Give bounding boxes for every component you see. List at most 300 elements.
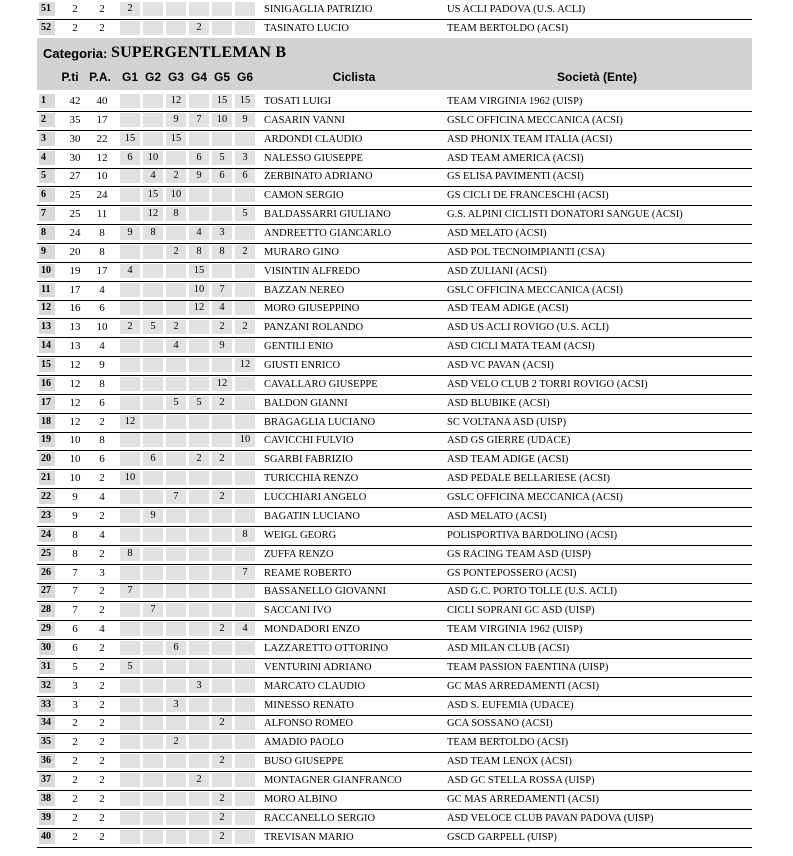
race-g1-cell <box>120 566 140 580</box>
rider-name-cell: BALDON GIANNI <box>264 397 348 409</box>
pa-cell: 6 <box>99 302 105 315</box>
race-g5-cell: 2 <box>212 452 232 466</box>
race-g3-cell: 2 <box>166 320 186 334</box>
race-g4-cell: 5 <box>189 396 209 410</box>
rider-name-cell: SGARBI FABRIZIO <box>264 454 353 466</box>
table-row <box>37 0 752 20</box>
rank-cell: 1 <box>39 94 55 108</box>
race-g1-cell <box>120 358 140 372</box>
rank-cell: 8 <box>39 226 55 240</box>
race-g2-cell <box>143 2 163 16</box>
race-g6-cell <box>235 547 255 561</box>
rider-name-cell: GENTILI ENIO <box>264 341 334 353</box>
team-cell: TEAM PASSION FAENTINA (UISP) <box>447 661 609 673</box>
rank-cell: 52 <box>39 21 55 35</box>
race-g1-cell <box>120 169 140 183</box>
team-cell: ASD TEAM ADIGE (ACSI) <box>447 454 569 466</box>
race-g5-cell <box>212 415 232 429</box>
race-g2-cell <box>143 754 163 768</box>
header-g6: G6 <box>236 70 253 84</box>
rank-cell: 19 <box>39 433 55 447</box>
race-g6-cell <box>235 226 255 240</box>
team-cell: CICLI SOPRANI GC ASD (UISP) <box>447 605 595 617</box>
race-g5-cell: 8 <box>212 245 232 259</box>
race-g4-cell: 9 <box>189 169 209 183</box>
points-cell: 13 <box>69 321 81 334</box>
race-g6-cell <box>235 792 255 806</box>
race-g2-cell <box>143 830 163 844</box>
race-g1-cell: 2 <box>120 2 140 16</box>
rank-cell: 15 <box>39 358 55 372</box>
race-g5-cell: 2 <box>212 716 232 730</box>
race-g4-cell: 6 <box>189 151 209 165</box>
pa-cell: 8 <box>99 227 105 240</box>
table-row <box>37 92 752 112</box>
points-cell: 8 <box>72 528 78 541</box>
rider-name-cell: BAZZAN NEREO <box>264 284 345 296</box>
race-g2-cell <box>143 679 163 693</box>
rank-cell: 38 <box>39 792 55 806</box>
race-g4-cell: 2 <box>189 452 209 466</box>
team-cell: ASD US ACLI ROVIGO (U.S. ACLI) <box>447 322 609 334</box>
rank-cell: 23 <box>39 509 55 523</box>
pa-cell: 6 <box>99 396 105 409</box>
race-g2-cell <box>143 641 163 655</box>
pa-cell: 2 <box>99 717 105 730</box>
table-row <box>37 601 752 621</box>
header-g1: G1 <box>121 70 138 84</box>
rank-cell: 24 <box>39 528 55 542</box>
race-g6-cell <box>235 811 255 825</box>
points-cell: 2 <box>72 755 78 768</box>
race-g2-cell <box>143 490 163 504</box>
race-g2-cell <box>143 735 163 749</box>
rank-cell: 36 <box>39 754 55 768</box>
team-cell: GSCD GARPELL (UISP) <box>447 831 557 843</box>
race-g1-cell: 2 <box>120 320 140 334</box>
team-cell: ASD PEDALE BELLARIESE (ACSI) <box>447 473 611 485</box>
race-g2-cell <box>143 264 163 278</box>
race-g5-cell <box>212 132 232 146</box>
race-g6-cell <box>235 754 255 768</box>
team-cell: ASD GC STELLA ROSSA (UISP) <box>447 774 595 786</box>
points-cell: 42 <box>69 95 81 107</box>
race-g5-cell <box>212 773 232 787</box>
race-g6-cell <box>235 452 255 466</box>
team-cell: GS ELISA PAVIMENTI (ACSI) <box>447 171 584 183</box>
team-cell: ASD MELATO (ACSI) <box>447 510 547 522</box>
rider-name-cell: MORO ALBINO <box>264 793 338 805</box>
team-cell: US ACLI PADOVA (U.S. ACLI) <box>447 4 586 15</box>
race-g5-cell <box>212 188 232 202</box>
pa-cell: 2 <box>99 830 105 843</box>
rank-cell: 29 <box>39 622 55 636</box>
pa-cell: 22 <box>96 132 108 145</box>
points-cell: 20 <box>69 245 81 258</box>
race-g5-cell <box>212 471 232 485</box>
race-g1-cell: 5 <box>120 660 140 674</box>
team-cell: ASD ZULIANI (ACSI) <box>447 265 547 277</box>
rider-name-cell: CAMON SERGIO <box>264 190 344 202</box>
header-g2: G2 <box>144 70 161 84</box>
rider-name-cell: MARCATO CLAUDIO <box>264 680 366 692</box>
race-g3-cell: 4 <box>166 339 186 353</box>
race-g2-cell: 8 <box>143 226 163 240</box>
pa-cell: 8 <box>99 377 105 390</box>
race-g2-cell <box>143 245 163 259</box>
rank-cell: 22 <box>39 490 55 504</box>
pa-cell: 2 <box>99 21 105 34</box>
race-g4-cell <box>189 509 209 523</box>
race-g2-cell <box>143 547 163 561</box>
rider-name-cell: REAME ROBERTO <box>264 567 352 579</box>
table-row <box>37 507 752 527</box>
race-g2-cell <box>143 396 163 410</box>
rider-name-cell: CASARIN VANNI <box>264 114 346 126</box>
rank-cell: 30 <box>39 641 55 655</box>
rank-cell: 16 <box>39 377 55 391</box>
race-g6-cell <box>235 735 255 749</box>
race-g3-cell <box>166 471 186 485</box>
race-g4-cell <box>189 490 209 504</box>
team-cell: TEAM BERTOLDO (ACSI) <box>447 22 569 34</box>
race-g4-cell <box>189 207 209 221</box>
team-cell: GSLC OFFICINA MECCANICA (ACSI) <box>447 114 623 126</box>
rider-name-cell: VISINTIN ALFREDO <box>264 265 360 277</box>
table-row <box>37 130 752 150</box>
race-g4-cell <box>189 339 209 353</box>
pa-cell: 4 <box>99 491 105 504</box>
race-g1-cell <box>120 377 140 391</box>
race-g5-cell: 10 <box>212 113 232 127</box>
race-g2-cell <box>143 339 163 353</box>
team-cell: ASD VELO CLUB 2 TORRI ROVIGO (ACSI) <box>447 378 648 390</box>
team-cell: ASD S. EUFEMIA (UDACE) <box>447 699 574 711</box>
rider-name-cell: CAVALLARO GIUSEPPE <box>264 378 378 390</box>
rider-name-cell: ZERBINATO ADRIANO <box>264 171 373 183</box>
team-cell: GC MAS ARREDAMENTI (ACSI) <box>447 680 599 692</box>
rank-cell: 7 <box>39 207 55 221</box>
points-cell: 8 <box>72 547 78 560</box>
points-cell: 7 <box>72 604 78 617</box>
pa-cell: 2 <box>99 773 105 786</box>
pa-cell: 10 <box>96 321 108 334</box>
race-g2-cell <box>143 660 163 674</box>
race-g5-cell: 4 <box>212 301 232 315</box>
race-g2-cell <box>143 132 163 146</box>
race-g3-cell <box>166 716 186 730</box>
race-g4-cell <box>189 584 209 598</box>
race-g3-cell <box>166 377 186 391</box>
race-g6-cell: 7 <box>235 566 255 580</box>
rank-cell: 3 <box>39 132 55 146</box>
race-g1-cell: 8 <box>120 547 140 561</box>
race-g2-cell <box>143 471 163 485</box>
table-row <box>37 790 752 810</box>
race-g2-cell <box>143 433 163 447</box>
rider-name-cell: SINIGAGLIA PATRIZIO <box>264 4 373 15</box>
race-g5-cell: 12 <box>212 377 232 391</box>
race-g5-cell <box>212 528 232 542</box>
points-cell: 10 <box>69 434 81 447</box>
race-g6-cell <box>235 283 255 297</box>
header-pa: P.A. <box>89 70 111 84</box>
race-g2-cell <box>143 415 163 429</box>
table-row <box>37 186 752 206</box>
race-g2-cell <box>143 528 163 542</box>
points-cell: 7 <box>72 566 78 579</box>
points-cell: 2 <box>72 792 78 805</box>
race-g3-cell <box>166 547 186 561</box>
race-g3-cell: 8 <box>166 207 186 221</box>
pa-cell: 2 <box>99 698 105 711</box>
race-g3-cell <box>166 358 186 372</box>
race-g1-cell <box>120 603 140 617</box>
team-cell: ASD BLUBIKE (ACSI) <box>447 397 550 409</box>
race-g5-cell: 2 <box>212 792 232 806</box>
rider-name-cell: TREVISAN MARIO <box>264 831 354 843</box>
table-row <box>37 469 752 489</box>
rider-name-cell: MONDADORI ENZO <box>264 624 360 636</box>
race-g5-cell: 3 <box>212 226 232 240</box>
team-cell: ASD VELOCE CLUB PAVAN PADOVA (UISP) <box>447 812 654 824</box>
race-g1-cell <box>120 698 140 712</box>
race-g6-cell: 2 <box>235 245 255 259</box>
pa-cell: 2 <box>99 660 105 673</box>
team-cell: GSLC OFFICINA MECCANICA (ACSI) <box>447 284 623 296</box>
pa-cell: 17 <box>96 113 108 126</box>
team-cell: GS PONTEPOSSERO (ACSI) <box>447 567 577 579</box>
race-g3-cell: 15 <box>166 132 186 146</box>
race-g1-cell <box>120 735 140 749</box>
race-g3-cell <box>166 21 186 35</box>
race-g5-cell <box>212 660 232 674</box>
race-g3-cell <box>166 452 186 466</box>
rank-cell: 14 <box>39 339 55 353</box>
points-cell: 24 <box>69 227 81 240</box>
table-row <box>37 149 752 169</box>
race-g2-cell: 15 <box>143 188 163 202</box>
table-row <box>37 809 752 829</box>
table-row <box>37 545 752 565</box>
race-g3-cell <box>166 584 186 598</box>
pa-cell: 24 <box>96 189 108 202</box>
race-g1-cell <box>120 245 140 259</box>
rank-cell: 13 <box>39 320 55 334</box>
race-g5-cell <box>212 603 232 617</box>
race-g6-cell <box>235 21 255 35</box>
rank-cell: 27 <box>39 584 55 598</box>
category-name: SUPERGENTLEMAN B <box>111 44 287 61</box>
rider-name-cell: BUSO GIUSEPPE <box>264 756 344 768</box>
pa-cell: 4 <box>99 623 105 636</box>
race-g4-cell <box>189 735 209 749</box>
rider-name-cell: BALDASSARRI GIULIANO <box>264 209 391 221</box>
points-cell: 2 <box>72 773 78 786</box>
race-g1-cell <box>120 830 140 844</box>
team-cell: ASD MILAN CLUB (ACSI) <box>447 642 570 654</box>
race-g1-cell <box>120 716 140 730</box>
race-g4-cell <box>189 547 209 561</box>
rank-cell: 20 <box>39 452 55 466</box>
race-g4-cell <box>189 132 209 146</box>
race-g6-cell: 6 <box>235 169 255 183</box>
table-row <box>37 224 752 244</box>
race-g2-cell <box>143 301 163 315</box>
rank-cell: 12 <box>39 301 55 315</box>
race-g6-cell <box>235 471 255 485</box>
points-cell: 2 <box>72 3 78 15</box>
pa-cell: 12 <box>96 151 108 164</box>
race-g1-cell <box>120 452 140 466</box>
rank-cell: 26 <box>39 566 55 580</box>
table-row <box>37 752 752 772</box>
race-g4-cell <box>189 320 209 334</box>
table-row <box>37 413 752 433</box>
team-cell: GC MAS ARREDAMENTI (ACSI) <box>447 793 599 805</box>
race-g1-cell <box>120 188 140 202</box>
race-g3-cell <box>166 301 186 315</box>
race-g6-cell: 3 <box>235 151 255 165</box>
table-row <box>37 677 752 697</box>
points-cell: 2 <box>72 717 78 730</box>
race-g4-cell <box>189 603 209 617</box>
race-g2-cell: 4 <box>143 169 163 183</box>
rider-name-cell: WEIGL GEORG <box>264 529 337 541</box>
race-g6-cell <box>235 773 255 787</box>
race-g1-cell <box>120 21 140 35</box>
race-g1-cell <box>120 641 140 655</box>
race-g5-cell <box>212 584 232 598</box>
pa-cell: 2 <box>99 679 105 692</box>
race-g3-cell <box>166 415 186 429</box>
table-row <box>37 526 752 546</box>
race-g4-cell <box>189 716 209 730</box>
race-g5-cell <box>212 2 232 16</box>
pa-cell: 2 <box>99 415 105 428</box>
rank-cell: 21 <box>39 471 55 485</box>
race-g6-cell <box>235 415 255 429</box>
rank-cell: 33 <box>39 698 55 712</box>
points-cell: 12 <box>69 377 81 390</box>
table-row <box>37 337 752 357</box>
team-cell: ASD POL TECNOIMPIANTI (CSA) <box>447 246 605 258</box>
table-row <box>37 771 752 791</box>
race-g6-cell <box>235 716 255 730</box>
table-row <box>37 281 752 301</box>
race-g6-cell: 10 <box>235 433 255 447</box>
race-g1-cell: 15 <box>120 132 140 146</box>
pa-cell: 2 <box>99 547 105 560</box>
race-g2-cell <box>143 698 163 712</box>
race-g6-cell: 2 <box>235 320 255 334</box>
pa-cell: 4 <box>99 340 105 353</box>
race-g6-cell: 5 <box>235 207 255 221</box>
race-g3-cell <box>166 792 186 806</box>
race-g1-cell <box>120 339 140 353</box>
race-g4-cell: 3 <box>189 679 209 693</box>
points-cell: 13 <box>69 340 81 353</box>
race-g6-cell <box>235 603 255 617</box>
race-g3-cell <box>166 2 186 16</box>
table-row <box>37 450 752 470</box>
points-cell: 2 <box>72 736 78 749</box>
race-g5-cell <box>212 358 232 372</box>
header-g4: G4 <box>190 70 207 84</box>
race-g3-cell: 7 <box>166 490 186 504</box>
header-pti: P.ti <box>61 70 79 84</box>
table-row <box>37 318 752 338</box>
points-cell: 12 <box>69 359 81 372</box>
rank-cell: 6 <box>39 188 55 202</box>
rank-cell: 10 <box>39 264 55 278</box>
race-g1-cell <box>120 301 140 315</box>
race-g3-cell: 3 <box>166 698 186 712</box>
race-g2-cell <box>143 622 163 636</box>
race-g2-cell: 10 <box>143 151 163 165</box>
race-g6-cell <box>235 660 255 674</box>
pa-cell: 6 <box>99 453 105 466</box>
team-cell: GCA SOSSANO (ACSI) <box>447 718 553 730</box>
race-g5-cell: 2 <box>212 490 232 504</box>
race-g3-cell: 9 <box>166 113 186 127</box>
table-row <box>37 205 752 225</box>
race-g6-cell <box>235 698 255 712</box>
rider-name-cell: TURICCHIA RENZO <box>264 473 359 485</box>
rank-cell: 28 <box>39 603 55 617</box>
race-g6-cell <box>235 830 255 844</box>
pa-cell: 2 <box>99 792 105 805</box>
header-societa: Società (Ente) <box>556 70 637 84</box>
race-g6-cell: 9 <box>235 113 255 127</box>
race-g6-cell <box>235 679 255 693</box>
points-cell: 12 <box>69 396 81 409</box>
race-g5-cell: 9 <box>212 339 232 353</box>
race-g4-cell <box>189 471 209 485</box>
race-g4-cell: 12 <box>189 301 209 315</box>
rider-name-cell: BAGATIN LUCIANO <box>264 510 360 522</box>
pa-cell: 2 <box>99 736 105 749</box>
points-cell: 6 <box>72 641 78 654</box>
team-cell: TEAM VIRGINIA 1962 (UISP) <box>447 624 583 636</box>
race-g3-cell: 5 <box>166 396 186 410</box>
race-g4-cell <box>189 433 209 447</box>
rider-name-cell: MURARO GINO <box>264 246 339 258</box>
race-g4-cell <box>189 528 209 542</box>
rider-name-cell: CAVICCHI FULVIO <box>264 435 354 447</box>
points-cell: 16 <box>69 302 81 315</box>
rider-name-cell: ARDONDI CLAUDIO <box>264 133 363 145</box>
header-g3: G3 <box>167 70 184 84</box>
rider-name-cell: SACCANI IVO <box>264 605 332 617</box>
race-g1-cell <box>120 754 140 768</box>
race-g1-cell: 12 <box>120 415 140 429</box>
race-g3-cell <box>166 660 186 674</box>
race-g5-cell <box>212 207 232 221</box>
team-cell: ASD VC PAVAN (ACSI) <box>447 360 554 372</box>
table-row <box>37 394 752 414</box>
table-row <box>37 828 752 848</box>
table-row <box>37 488 752 508</box>
pa-cell: 2 <box>99 509 105 522</box>
race-g6-cell <box>235 509 255 523</box>
race-g1-cell <box>120 490 140 504</box>
race-g6-cell <box>235 584 255 598</box>
pa-cell: 3 <box>99 566 105 579</box>
race-g4-cell <box>189 660 209 674</box>
race-g3-cell <box>166 566 186 580</box>
race-g4-cell: 4 <box>189 226 209 240</box>
